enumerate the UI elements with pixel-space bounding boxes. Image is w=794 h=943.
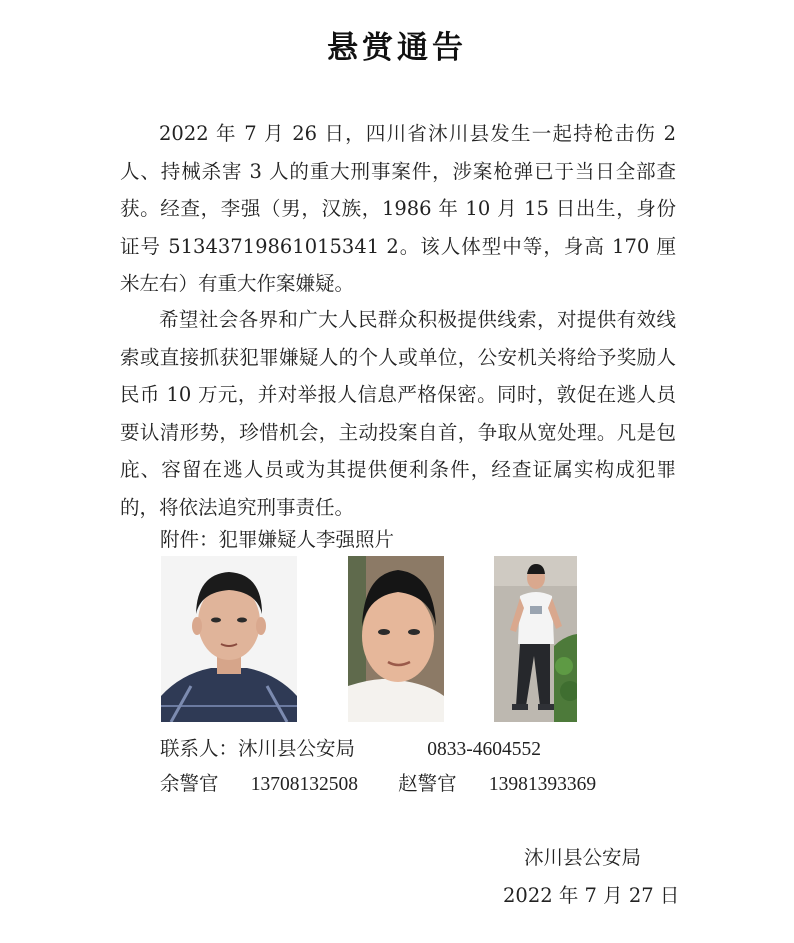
notice-paragraph-1 (120, 115, 676, 303)
page-title: 悬赏通告 (327, 30, 467, 66)
signature-org: 沐川县公安局 (524, 846, 642, 869)
officer-2-name: 赵警官 (398, 772, 457, 795)
officer-2-phone: 13981393369 (488, 774, 597, 795)
suspect-id-photo (161, 556, 297, 722)
paragraph-text: 希望社会各界和广大人民群众积极提供线索，对提供有效线索或直接抓获犯罪嫌疑人的个人或单位，公安机关将给予奖励人民币 10 万元，并对举报人信息严格保密。同时，敦促在逃人员要认清形势，珍惜机会，主动投案自首，争取从宽处理。凡是包庇、容留在逃人员或为其提供便利条件，经查证属实构成犯罪的，将依法追究刑事责任。 (120, 308, 676, 519)
attachment-label: 附件：犯罪嫌疑人李强照片 (160, 528, 395, 551)
suspect-walking-photo (494, 556, 577, 722)
officer-1-name: 余警官 (160, 772, 219, 795)
officer-1-phone: 13708132508 (250, 774, 358, 795)
contact-line-officers (160, 768, 596, 796)
contact-label: 联系人：沐川县公安局 (160, 737, 356, 760)
contact-line-bureau (160, 733, 541, 761)
signature-date: 2022 年 7 月 27 日 (503, 884, 680, 907)
contact-phone: 0833-4604552 (427, 739, 541, 760)
notice-paragraph-2 (120, 301, 676, 526)
paragraph-text: 2022 年 7 月 26 日，四川省沐川县发生一起持枪击伤 2 人、持械杀害 3 人的重大刑事案件，涉案枪弹已于当日全部查获。经查，李强（男，汉族，1986 年 10 月 15 日出生，身份证号 51343719861015341 2。该人体型中等，身高 170 厘米左右）有重大作案嫌疑。 (120, 122, 676, 295)
suspect-selfie-photo (348, 556, 444, 722)
